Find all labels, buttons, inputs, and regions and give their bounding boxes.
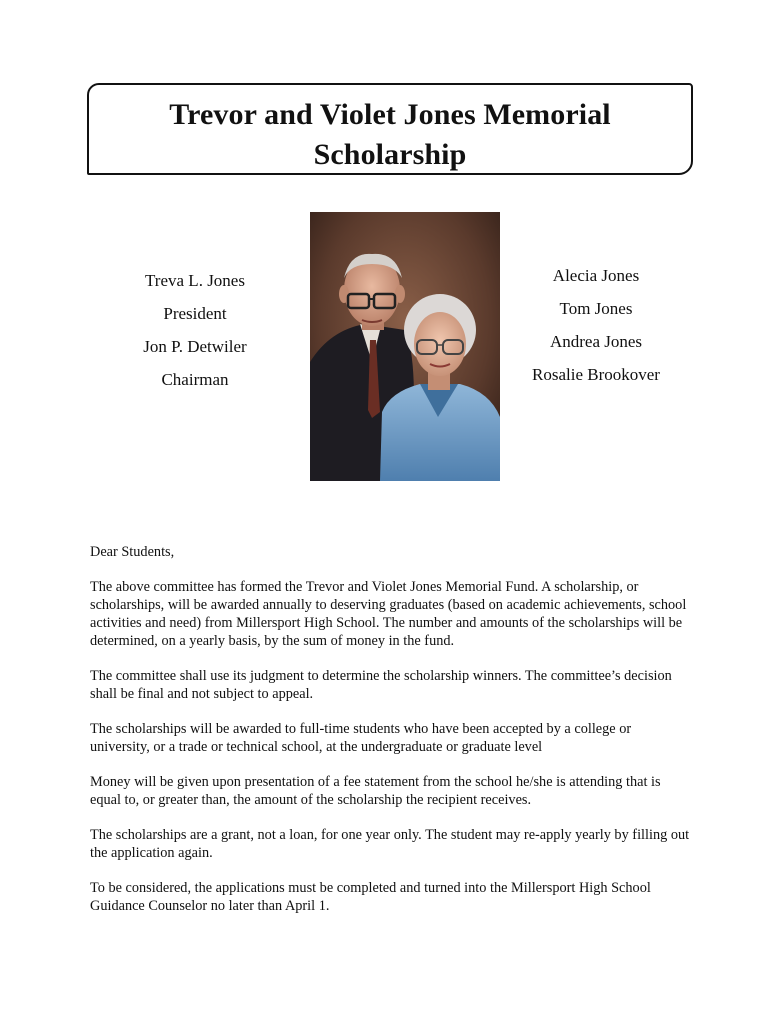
committee-member-name: Tom Jones <box>559 299 633 318</box>
committee-member-name: Jon P. Detwiler <box>143 337 247 356</box>
committee-member-role: Chairman <box>161 370 229 389</box>
letter-paragraph: Money will be given upon presentation of a fee statement from the school he/she is attending that is equal to, or greater than, the amount of the scholarship the recipient receives. <box>90 774 661 808</box>
letter-paragraph: The committee shall use its judgment to determine the scholarship winners. The committee’s decision shall be final and not subject to appeal. <box>90 668 672 702</box>
letter-paragraph: The above committee has formed the Trevor and Violet Jones Memorial Fund. A scholarship, or scholarships, will be awarded annually to deserving graduates (based on academic achievements, school activities and need) from Millersport High School. The number and amounts of the scholarships will be determined, on a yearly basis, by the sum of money in the fund. <box>90 579 687 649</box>
title-box <box>87 83 693 175</box>
committee-member-name: Alecia Jones <box>552 266 640 285</box>
couple-portrait-photo <box>310 212 500 481</box>
committee-member-name: Rosalie Brookover <box>532 365 660 384</box>
letter-paragraph: The scholarships will be awarded to full-time students who have been accepted by a college or university, or a trade or technical school, at the undergraduate or graduate level <box>90 721 632 755</box>
committee-member-name: Andrea Jones <box>549 332 643 351</box>
letter-salutation: Dear Students, <box>90 544 175 560</box>
page-title <box>89 85 691 175</box>
committee-member-role: President <box>163 304 227 323</box>
committee-member-name: Treva L. Jones <box>145 271 245 290</box>
committee-right-column <box>512 259 680 391</box>
letter-paragraph: To be considered, the applications must be completed and turned into the Millersport High School Guidance Counselor no later than April 1. <box>90 880 651 914</box>
letter-body <box>90 543 690 932</box>
committee-left-column <box>120 264 270 396</box>
letter-paragraph: The scholarships are a grant, not a loan, for one year only. The student may re-apply yearly by filling out the application again. <box>90 827 690 861</box>
title-line-1: Trevor and Violet Jones Memorial <box>169 98 611 131</box>
title-line-2: Scholarship <box>313 138 467 171</box>
